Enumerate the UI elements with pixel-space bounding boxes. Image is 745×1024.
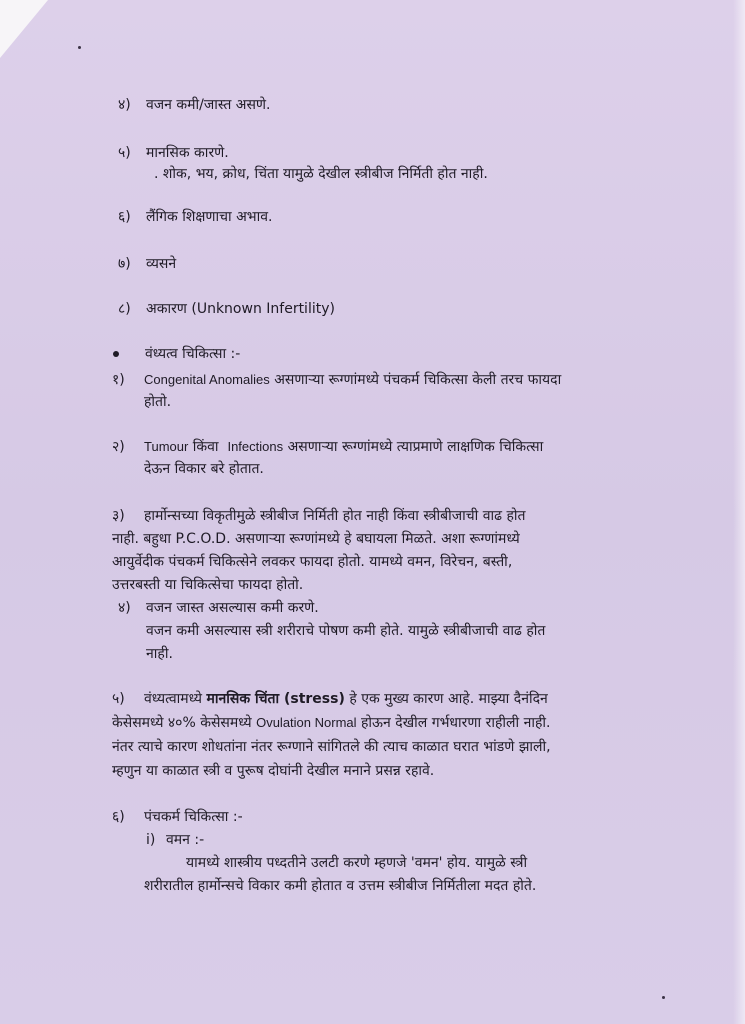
paragraph-line: आयुर्वेदीक पंचकर्म चिकित्सेने लवकर फायदा होतो. यामध्ये वमन, विरेचन, बस्ती, <box>112 554 513 570</box>
page-edge <box>733 0 745 1024</box>
paragraph-line: वजन जास्त असल्यास कमी करणे. <box>146 600 319 616</box>
paragraph-line <box>144 689 548 709</box>
paragraph-line: देऊन विकार बरे होतात. <box>144 461 264 477</box>
paragraph-line: वजन कमी असल्यास स्त्री शरीराचे पोषण कमी होते. यामुळे स्त्रीबीजाची वाढ होत <box>146 623 546 639</box>
paragraph-line: यामध्ये शास्त्रीय पध्दतीने उलटी करणे म्हणजे 'वमन' होय. यामुळे स्त्री <box>186 855 528 871</box>
paragraph-line: शरीरातील हार्मोन्सचे विकार कमी होतात व उत्तम स्त्रीबीज निर्मितीला मदत होते. <box>144 878 537 894</box>
english-term: Ovulation Normal <box>256 715 357 730</box>
sub-heading: वमन :- <box>166 832 205 848</box>
paragraph-line: उत्तरबस्ती या चिकित्सेचा फायदा होतो. <box>112 577 304 593</box>
text-run: असणाऱ्या रूग्णांमध्ये पंचकर्म चिकित्सा केली तरच फायदा <box>274 372 562 388</box>
english-term: Congenital Anomalies <box>144 372 270 387</box>
scan-speck <box>662 996 665 999</box>
section-heading: पंचकर्म चिकित्सा :- <box>144 809 243 825</box>
list-number: ४) <box>118 97 131 113</box>
list-number: ५) <box>118 145 131 161</box>
text-run: केसेसमध्ये ४०% केसेसमध्ये <box>112 715 252 731</box>
list-item: वजन कमी/जास्त असणे. <box>146 97 271 113</box>
list-number: ६) <box>118 209 131 225</box>
paragraph-line <box>144 370 561 390</box>
list-item: अकारण (Unknown Infertility) <box>146 301 335 317</box>
scan-speck <box>78 46 81 49</box>
list-number: २) <box>112 439 125 455</box>
paragraph-line: होतो. <box>144 394 172 410</box>
list-number: ८) <box>118 301 131 317</box>
english-term: Tumour <box>144 439 189 454</box>
paragraph-line: नंतर त्याचे कारण शोधतांना नंतर रूग्णाने सांगितले की त्याच काळात घरात भांडणे झाली, <box>112 739 551 755</box>
list-number: ३) <box>112 508 125 524</box>
paragraph-line <box>144 437 543 457</box>
paragraph-line: नाही. बहुधा P.C.O.D. असणाऱ्या रूग्णांमध्ये हे बघायला मिळते. अशा रूग्णांमध्ये <box>112 531 520 547</box>
list-item: मानसिक कारणे. <box>146 145 229 161</box>
english-term: Infections <box>227 439 284 454</box>
text-run: हे एक मुख्य कारण आहे. माझ्या दैनंदिन <box>349 691 548 707</box>
paragraph-line <box>112 713 550 733</box>
folded-corner <box>0 0 48 58</box>
text-run: वंध्यत्वामध्ये <box>144 691 203 707</box>
list-number: ६) <box>112 809 125 825</box>
paragraph-line: म्हणुन या काळात स्त्री व पुरूष दोघांनी देखील मनाने प्रसन्न रहावे. <box>112 763 435 779</box>
list-item: व्यसने <box>146 256 177 272</box>
text-run: किंवा <box>192 439 219 455</box>
list-item-detail: . शोक, भय, क्रोध, चिंता यामुळे देखील स्त्रीबीज निर्मिती होत नाही. <box>154 166 488 182</box>
sub-number: i) <box>146 832 156 848</box>
list-number: ५) <box>112 691 125 707</box>
list-number: १) <box>112 372 125 388</box>
text-run: असणाऱ्या रूग्णांमध्ये त्याप्रमाणे लाक्षणिक चिकित्सा <box>287 439 544 455</box>
bullet-icon <box>113 351 119 357</box>
paragraph-line: नाही. <box>146 646 173 662</box>
list-number: ७) <box>118 256 131 272</box>
emphasis-text: मानसिक चिंता (stress) <box>206 691 345 707</box>
list-item: लैंगिक शिक्षणाचा अभाव. <box>146 209 273 225</box>
section-heading: वंध्यत्व चिकित्सा :- <box>145 346 241 362</box>
paragraph-line: हार्मोन्सच्या विकृतीमुळे स्त्रीबीज निर्मिती होत नाही किंवा स्त्रीबीजाची वाढ होत <box>144 508 526 524</box>
text-run: होऊन देखील गर्भधारणा राहीली नाही. <box>360 715 551 731</box>
list-number: ४) <box>118 600 131 616</box>
